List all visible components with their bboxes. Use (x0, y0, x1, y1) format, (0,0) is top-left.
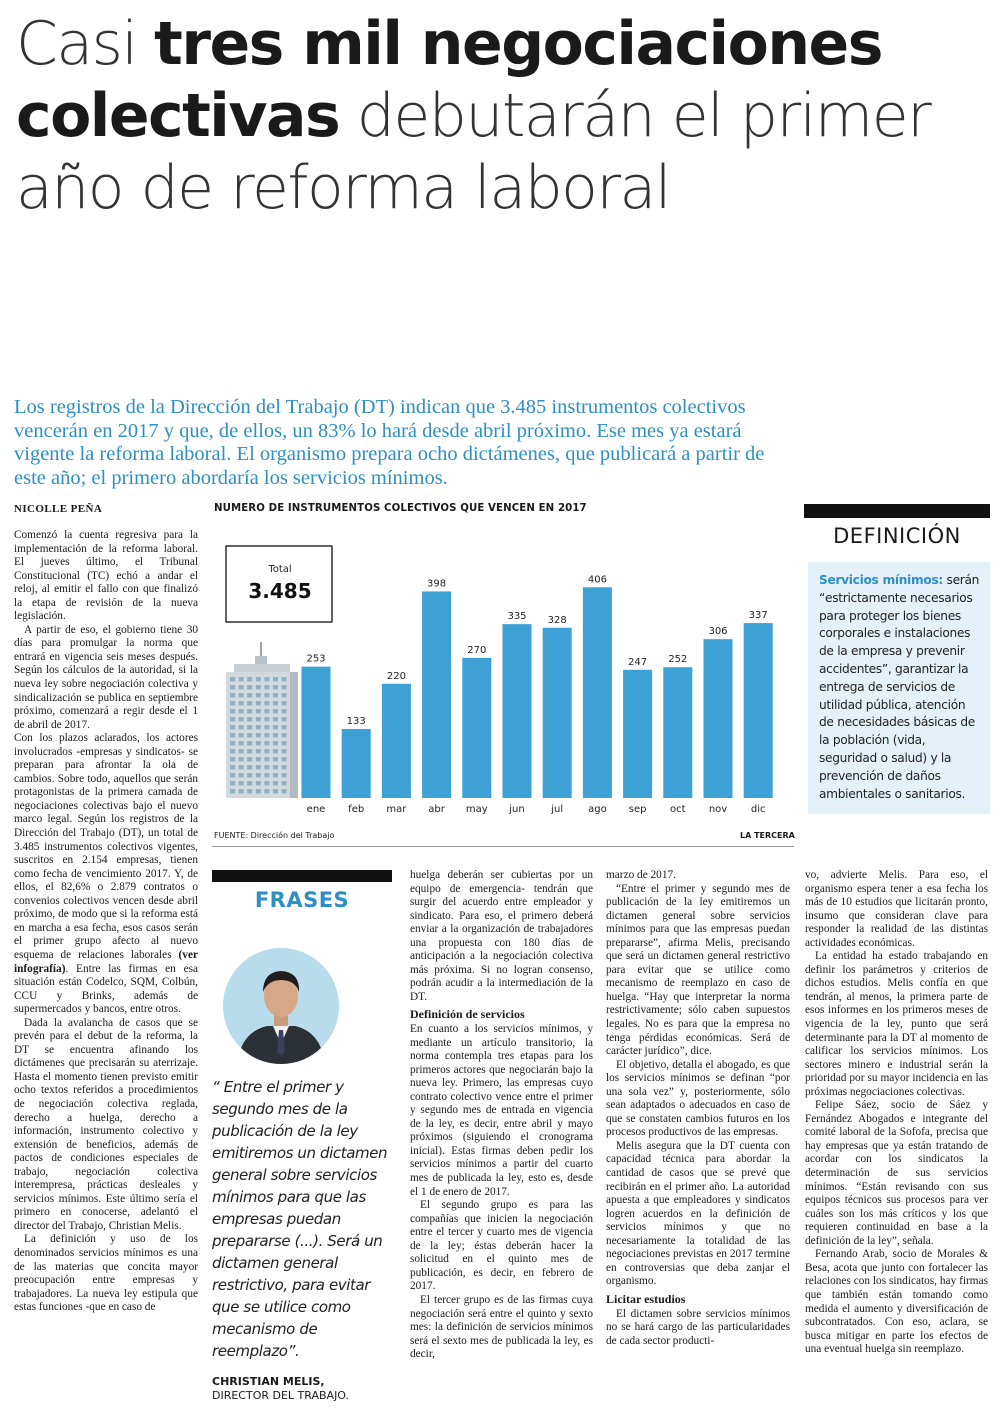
bars-group (302, 587, 773, 798)
definition-bar (804, 504, 990, 518)
value-label-jun: 335 (507, 611, 527, 623)
quotes-title: FRASES (254, 888, 350, 912)
value-label-ago: 406 (587, 574, 607, 586)
tick-label-sep: sep (628, 804, 647, 815)
article-column-3 (410, 869, 593, 1362)
infographic-reference: (ver infografía) (14, 948, 198, 975)
paragraph: vo, advierte Melis. Para eso, el organismo espera tener a esa fecha los más de 10 estudios que licitarán pronto, insumo que consideran clave para responder la realidad de las distintas actividades económicas. (805, 869, 988, 949)
tick-label-dic: dic (750, 804, 766, 815)
quote-text: “ Entre el primer y segundo mes de la publicación de la ley emitiremos un dictamen general sobre servicios mínimos para que las empresas puedan prepararse (...). Será un dictamen general restrictivo, para evitar que se utilice como mecanismo de reemplazo”. (212, 1078, 388, 1360)
paragraph: Felipe Sáez, socio de Sáez y Fernández Abogados e integrante del comité laboral de la Sofofa, precisa que hay empresas que ya están tratando de acordar con los sindicatos la determinación de sus servicios mínimos. “Están revisando con sus equipos técnicos sus procesos para ver cuáles son los más críticos y los que requieren continuidad en base a la definición de la ley”, señala. (805, 1099, 988, 1247)
building-illustration (226, 642, 298, 798)
tick-label-ene: ene (306, 804, 326, 815)
value-label-jul: 328 (547, 614, 567, 626)
article-column-5 (805, 869, 988, 1357)
bar-ago (583, 587, 612, 798)
chart-credit: LA TERCERA (740, 831, 795, 840)
bar-feb (342, 729, 371, 798)
portrait-photo (223, 948, 339, 1064)
definition-box (808, 562, 990, 814)
paragraph-text: Con los plazos aclarados, los actores involucrados -empresas y sindicatos- se preparan para afrontar la ola de cambios. Sobre todo, aquellos que serán protagonistas de la primera camada de negociaciones colectivas bajo el nuevo marco legal. Según los registros de la Dirección del Trabajo (DT), un total de 3.485 instrumentos colectivos vigentes, suscritos en 2.154 empresas, tienen como fecha de vencimiento 2017. Y, de ellos, el 82,6% o 2.879 contratos o convenios colectivos vencen desde abril próximo, de modo que si la reforma está en marcha a esa fecha, esos casos serán el primer grupo afecto al nuevo esquema de relaciones laborales (14, 732, 198, 961)
subheading: Licitar estudios (606, 1291, 686, 1306)
tick-label-oct: oct (670, 804, 686, 815)
paragraph-text: . Entre las firmas en esa situación están Codelco, SQM, Colbún, CCU y Brinks, además de supermercados y bancos, entre otros. (14, 962, 198, 1016)
bar-nov (704, 639, 733, 798)
tick-label-nov: nov (708, 804, 728, 815)
article-column-4 (606, 869, 790, 1348)
tick-labels-group (307, 804, 766, 815)
headline (16, 8, 986, 224)
paragraph: marzo de 2017. (606, 869, 676, 881)
bar-mar (382, 684, 411, 798)
total-value: 3.485 (248, 579, 312, 603)
value-label-feb: 133 (346, 715, 366, 727)
paragraph: El dictamen sobre servicios mínimos no se hará cargo de las particularidades de cada sector producti- (606, 1307, 790, 1347)
quotes-bar (212, 870, 392, 882)
value-label-may: 270 (467, 644, 487, 656)
value-label-sep: 247 (628, 656, 648, 668)
tick-label-may: may (465, 804, 488, 815)
total-label: Total (268, 564, 292, 575)
paragraph (14, 732, 198, 1016)
lead-paragraph: Los registros de la Dirección del Trabajo (DT) indican que 3.485 instrumentos colectivos vencerán en 2017 y que, de ellos, un 83% lo hará desde abril próximo. Ese mes ya estará vigente la reforma laboral. El organismo prepara ocho dictámenes, que publicará a partir de este año; el primero abordaría los servicios mínimos. (14, 396, 765, 489)
bar-jun (503, 624, 532, 798)
chart-title: NUMERO DE INSTRUMENTOS COLECTIVOS QUE VENCEN EN 2017 (214, 503, 587, 514)
chart-divider (212, 846, 794, 847)
quote-author-role: DIRECTOR DEL TRABAJO. (212, 1389, 350, 1402)
paragraph: Fernando Arab, socio de Morales & Besa, acota que junto con fortalecer las relaciones con los sindicatos, hay firmas que también están tomando como medida el aumento y diversificación de subcontratados. Con eso, aclara, se busca mitigar en parte los efectos de una eventual huelga sin reemplazo. (805, 1248, 988, 1356)
tick-label-feb: feb (348, 804, 365, 815)
tick-label-ago: ago (588, 804, 607, 815)
value-label-abr: 398 (427, 578, 447, 590)
paragraph: La definición y uso de los denominados servicios mínimos es una de las materias que concita mayor preocupación entre empresas y trabajadores. La nueva ley estipula que estas funciones -que en caso de (14, 1233, 198, 1314)
value-label-mar: 220 (386, 670, 406, 682)
paragraph: Dada la avalancha de casos que se prevén para el debut de la reforma, la DT se encuentra afinando los dictámenes que precisarán su aterrizaje. Hasta el momento tienen previsto emitir ocho textos referidos a procedimientos de negociación colectiva reglada, derecho a huelga, derecho a información, instrumento colectivo y extensión de beneficios, además de pactos de condiciones especiales de trabajo, negociación colectiva interempresa, prácticas desleales y servicios mínimos. Este último sería el primero en conocerse, adelantó el director del Trabajo, Christian Melis. (14, 1016, 198, 1232)
article-column-1 (14, 529, 198, 1315)
bar-dic (744, 623, 773, 798)
value-labels-group (306, 574, 767, 727)
paragraph: El segundo grupo es para las compañías que inicien la negociación entre el tercer y cuarto mes de vigencia de la ley; éstas deberán hacer la solicitud en el quinto mes de publicación, es decir, en febrero de 2017. (410, 1199, 593, 1293)
byline: NICOLLE PEÑA (14, 503, 103, 515)
value-label-nov: 306 (708, 626, 728, 638)
headline-part-3: debutarán el primer año de reforma laboral (16, 81, 931, 223)
paragraph: El tercer grupo es de las firmas cuya negociación será entre el quinto y sexto mes: la definición de servicios mínimos será el sexto mes de publicada la ley, es decir, (410, 1293, 593, 1361)
headline-part-2: tres mil negociaciones colectivas (16, 9, 882, 151)
subheading: Definición de servicios (410, 1007, 525, 1022)
bar-chart (206, 520, 796, 830)
value-label-ene: 253 (306, 653, 326, 665)
bar-may (462, 658, 491, 798)
paragraph: “Entre el primer y segundo mes de publicación de la ley emitiremos un dictamen general sobre servicios mínimos para que las empresas puedan prepararse”, afirma Melis, precisando que será un dictamen general restrictivo para evitar que se utilice como mecanismo de reemplazo en caso de huelga. “Hay que interpretar la norma restrictivamente; sólo caben supuestos legales. No es para que la empresa no tenga pérdidas económicas. Será de carácter jurídico”, dice. (606, 882, 790, 1058)
chart-source: FUENTE: Dirección del Trabajo (214, 831, 335, 840)
definition-term: Servicios mínimos: (819, 573, 943, 587)
definition-text: serán “estrictamente necesarios para proteger los bienes corporales e instalaciones de la empresa y prevenir accidentes”, garantizar la entrega de servicios de utilidad pública, atención de necesidades básicas de la población (vida, seguridad o salud) y la prevención de daños ambientales o sanitarios. (819, 573, 980, 801)
value-label-oct: 252 (668, 654, 688, 666)
value-label-dic: 337 (748, 610, 768, 622)
paragraph: A partir de eso, el gobierno tiene 30 días para promulgar la norma que entrará en vigencia seis meses después. Según los cálculos de la autoridad, si la nueva ley sobre negociación colectiva y sindicalización se publica en septiembre próximo, comenzará a regir desde el 1 de abril de 2017. (14, 623, 198, 731)
tick-label-jul: jul (551, 804, 564, 815)
bar-ene (302, 667, 331, 798)
paragraph: Melis asegura que la DT cuenta con capacidad técnica para abordar la cantidad de casos que se prevé que recibirán en el primer año. La autoridad apuesta a que empleadores y sindicatos logren acuerdos en la definición de servicios mínimos y que no necesariamente la totalidad de las negociaciones previstas en 2017 termine en controversias que deba zanjar el organismo. (606, 1139, 790, 1288)
paragraph: El objetivo, detalla el abogado, es que los servicios mínimos se definan “por una sola vez” y, posteriormente, sólo sean adaptados o adecuados en caso de que se constaten cambios futuros en los procesos productivos de las empresas. (606, 1058, 790, 1139)
definition-title: DEFINICIÓN (833, 524, 961, 548)
tick-label-mar: mar (386, 804, 407, 815)
paragraph: En cuanto a los servicios mínimos, y mediante un artículo transitorio, la norma contempla tres etapas para los primeros actores que negociarán bajo la nueva ley. Primero, las empresas cuyo contrato colectivo vence entre el primer y segundo mes de entrada en vigencia de la ley, es decir, entre abril y mayo próximos (siguiendo el cronograma inicial). Estas firmas deben pedir los servicios mínimos a partir del cuarto mes de publicada la ley, esto es, desde el 1 de enero de 2017. (410, 1023, 593, 1198)
chart-svg (206, 520, 796, 830)
bar-sep (623, 670, 652, 798)
portrait-illustration (223, 948, 339, 1064)
bar-oct (663, 667, 692, 798)
bar-abr (422, 591, 451, 798)
tick-label-abr: abr (428, 804, 445, 815)
paragraph: La entidad ha estado trabajando en definir los parámetros y criterios de dichos estudios. Melis confía en que tendrán, al menos, la primera parte de esos informes en los primeros meses de vigencia de la ley, punto que será determinante para la DT al momento de calificar los servicios mínimos. Los sectores minero e industrial serán la prioridad por su mayor incidencia en las próximas negociaciones colectivas. (805, 950, 988, 1098)
headline-part-1: Casi (16, 9, 155, 79)
bar-jul (543, 628, 572, 798)
quote-author-name: CHRISTIAN MELIS, (212, 1375, 325, 1388)
paragraph: Comenzó la cuenta regresiva para la implementación de la reforma laboral. El jueves último, el Tribunal Constitucional (TC) echó a andar el reloj, al emitir el fallo con que finalizó la etapa de revisión de la nueva legislación. (14, 529, 198, 623)
tick-label-jun: jun (509, 804, 525, 815)
paragraph: huelga deberán ser cubiertas por un equipo de emergencia- tendrán que surgir del acuerdo entre empleador y sindicato. Para eso, el primero deberá enviar a la organización de trabajadores una propuesta con 180 días de anticipación a la negociación colectiva más próxima. Si no logran consenso, podrán acudir a la intermediación de la DT. (410, 869, 593, 1003)
